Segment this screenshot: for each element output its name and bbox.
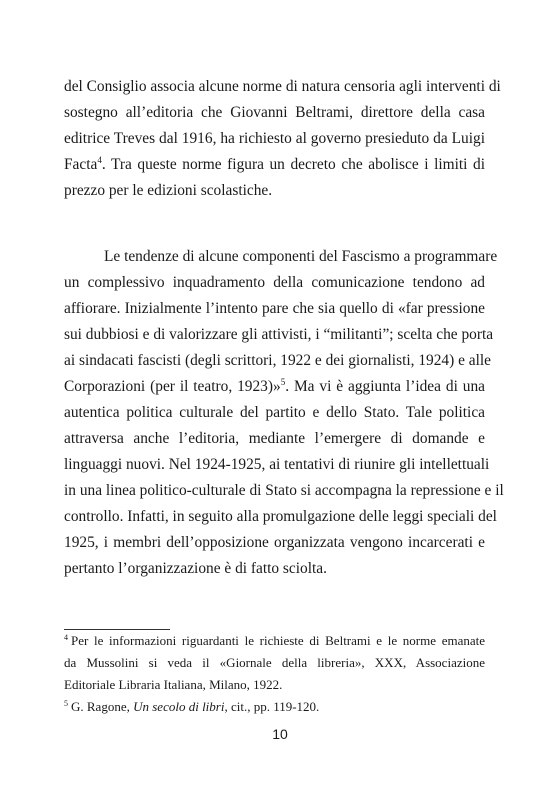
footnote-4-line: Editoriale Libraria Italiana, Milano, 1922. (64, 677, 283, 692)
page-number: 10 (272, 726, 288, 742)
text-line: un complessivo inquadramento della comunicazione tendono ad (64, 274, 485, 291)
footnote-ref-5[interactable]: 5 (280, 377, 286, 387)
text-line (64, 374, 485, 400)
text-fragment: . Tra queste norme figura un decreto che abolisce i limiti di (101, 156, 485, 173)
footnote-4-line (64, 630, 485, 652)
text-fragment: Corporazioni (per il teatro, 1923)» (64, 378, 281, 395)
text-line: Le tendenze di alcune componenti del Fascismo a programmare (104, 248, 498, 265)
text-line: linguaggi nuovi. Nel 1924-1925, ai tentativi di riunire gli intellettuali (64, 456, 490, 473)
footnote-5-line (64, 696, 485, 718)
book-title: Un secolo di libri (133, 699, 225, 714)
paragraph-2 (64, 244, 504, 582)
text-line (64, 152, 485, 178)
footnote-4-mark: 4 (64, 633, 68, 642)
text-line: editrice Treves dal 1916, ha richiesto al governo presieduto da Luigi (64, 130, 485, 147)
text-line: sui dubbiosi e di valorizzare gli attivisti, i “militanti”; scelta che porta (64, 326, 494, 343)
footnote-4-line: da Mussolini si veda il «Giornale della libreria», XXX, Associazione (64, 655, 485, 670)
footnote-ref-4[interactable]: 4 (97, 155, 102, 165)
text-line: ai sindacati fascisti (degli scrittori, 1922 e dei giornalisti, 1924) e alle (64, 352, 491, 369)
footnote-text: , cit., pp. 119-120. (224, 699, 320, 714)
text-line: in una linea politico-culturale di Stato si accompagna la repressione e il (64, 482, 504, 499)
footnote-5-mark: 5 (64, 699, 68, 708)
text-line: sostegno all’editoria che Giovanni Beltrami, direttore della casa (64, 104, 485, 121)
text-line: autentica politica culturale del partito e dello Stato. Tale politica (64, 404, 485, 421)
footnote-text: Per le informazioni riguardanti le richieste di Beltrami e le norme emanate (71, 633, 485, 648)
text-line: prezzo per le edizioni scolastiche. (64, 182, 273, 199)
text-line: attraversa anche l’editoria, mediante l’emergere di domande e (64, 430, 485, 447)
footnotes (64, 630, 485, 718)
text-line: pertanto l’organizzazione è di fatto sciolta. (64, 560, 327, 577)
text-fragment: . Ma vi è aggiunta l’idea di una (285, 378, 485, 395)
text-line: del Consiglio associa alcune norme di natura censoria agli interventi di (64, 78, 501, 95)
text-line: affiorare. Inizialmente l’intento pare che sia quello di «far pressione (64, 300, 485, 317)
text-line: 1925, i membri dell’opposizione organizzata vengono incarcerati e (64, 534, 485, 551)
text-line: controllo. Infatti, in seguito alla promulgazione delle leggi speciali del (64, 508, 497, 525)
paragraph-1 (64, 74, 501, 204)
footnote-text: G. Ragone, (71, 699, 134, 714)
text-fragment: Facta (64, 156, 98, 173)
